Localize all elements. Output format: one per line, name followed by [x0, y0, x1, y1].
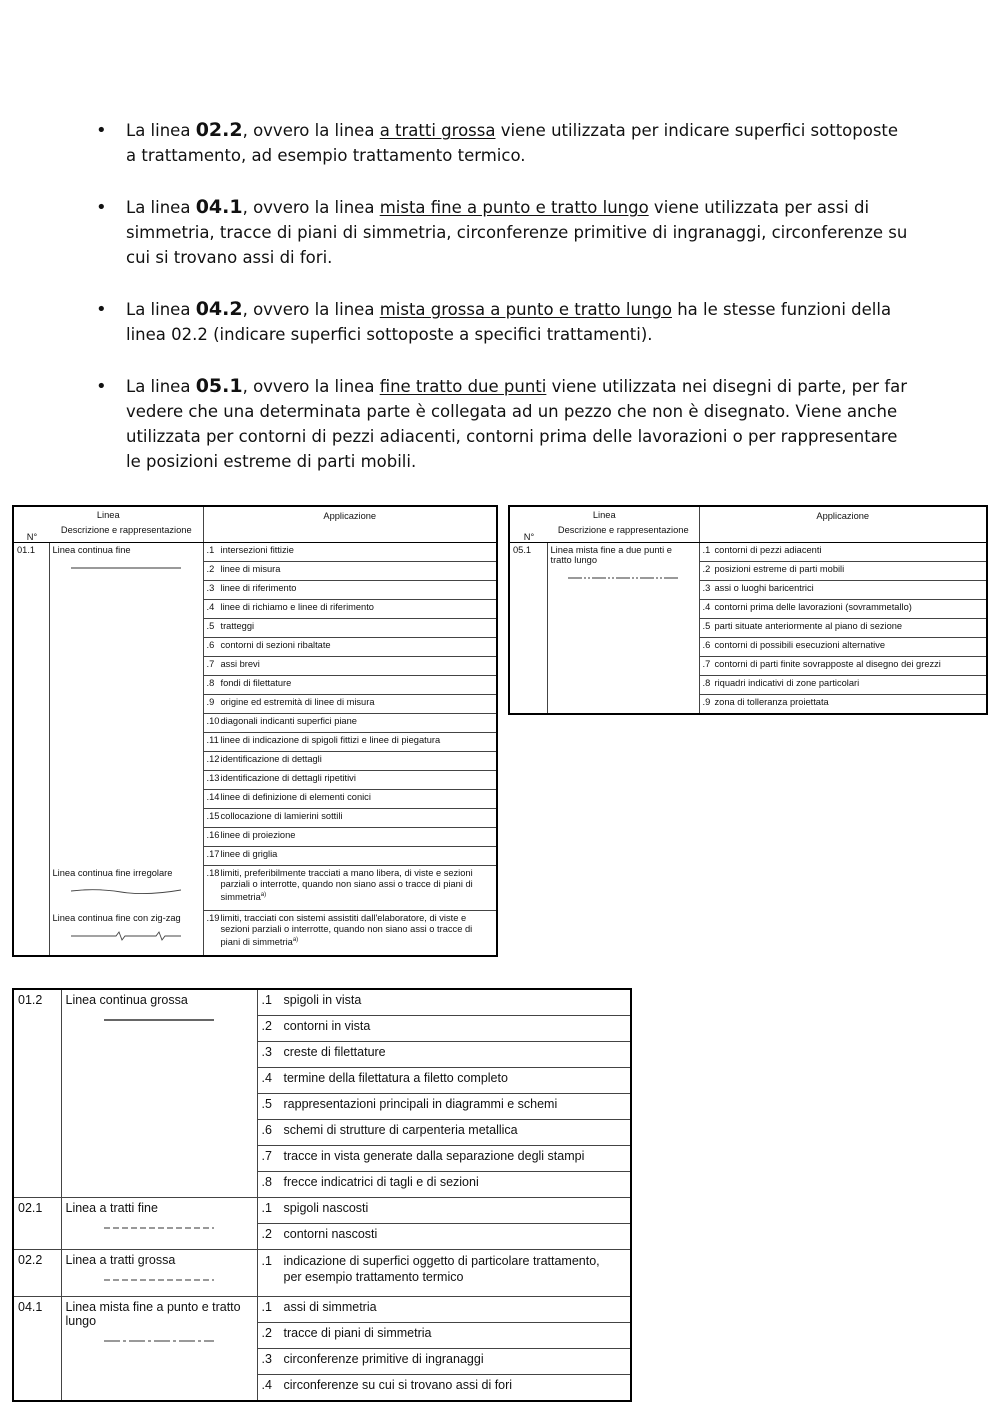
application-code: .12 [206, 754, 220, 764]
header-applicazione: Applicazione [699, 506, 987, 543]
application-code: .1 [261, 1300, 272, 1314]
application-cell [203, 809, 497, 828]
application-text: linee di indicazione di spigoli fittizi e linee di piegatura [220, 735, 441, 745]
application-text: zona di tolleranza proiettata [714, 697, 829, 707]
line-sample-icon [53, 931, 200, 941]
application-text: linee di definizione di elementi conici [220, 792, 371, 802]
application-text: tracce di piani di simmetria [283, 1326, 432, 1340]
application-code: .1 [261, 993, 272, 1007]
application-code: .15 [206, 811, 220, 821]
line-number: 04.1 [13, 1297, 61, 1402]
footnote-mark: a) [292, 937, 299, 943]
application-cell [257, 1094, 631, 1120]
application-text: frecce indicatrici di tagli e di sezioni [283, 1175, 479, 1189]
application-cell [699, 676, 987, 695]
application-code: .9 [702, 697, 711, 707]
application-text: riquadri indicativi di zone particolari [714, 678, 860, 688]
application-text: tracce in vista generate dalla separazione degli stampi [283, 1149, 585, 1163]
application-cell [203, 752, 497, 771]
footnote-mark: a) [260, 892, 267, 898]
application-cell [257, 1068, 631, 1094]
line-table-continued [12, 988, 632, 1402]
application-cell [257, 1042, 631, 1068]
application-cell [257, 1297, 631, 1323]
application-cell [203, 828, 497, 847]
application-text: assi di simmetria [283, 1300, 377, 1314]
application-cell [257, 1120, 631, 1146]
table-row [13, 1250, 631, 1297]
line-term: mista fine a punto e tratto lungo [379, 198, 649, 217]
application-text: indicazione di superfici oggetto di particolare trattamento, per esempio trattamento termico [283, 1254, 600, 1284]
line-description [61, 1250, 257, 1297]
application-code: .5 [702, 621, 711, 631]
line-description-text: Linea continua fine [52, 545, 131, 555]
line-sample-icon [551, 573, 696, 583]
application-cell [203, 771, 497, 790]
bullet-item: • La linea 04.2, ovvero la linea mista grossa a punto e tratto lungo ha le stesse funzioni della linea 02.2 (indicare superfici sottoposte a specifici trattamenti). [90, 297, 910, 347]
line-code: 05.1 [195, 375, 243, 397]
application-code: .13 [206, 773, 220, 783]
application-text: contorni di parti finite sovrapposte al disegno dei grezzi [714, 659, 941, 669]
header-applicazione: Applicazione [203, 506, 497, 543]
header-linea: Linea [96, 510, 120, 520]
line-description-text: Linea continua fine irregolare [52, 867, 173, 878]
application-text: schemi di strutture di carpenteria metallica [283, 1123, 518, 1137]
line-number: 02.2 [13, 1250, 61, 1297]
application-cell [699, 581, 987, 600]
application-code: .2 [206, 564, 215, 574]
table-row [13, 1198, 631, 1224]
line-term: mista grossa a punto e tratto lungo [379, 300, 672, 319]
application-code: .3 [261, 1352, 272, 1366]
application-text: spigoli in vista [283, 993, 362, 1007]
application-text: origine ed estremità di linee di misura [220, 697, 375, 707]
application-cell [257, 1323, 631, 1349]
application-cell [257, 1016, 631, 1042]
line-sample-icon [66, 1336, 253, 1346]
application-text: creste di filettature [283, 1045, 386, 1059]
application-code: .17 [206, 849, 220, 859]
line-sample-icon [66, 1015, 253, 1025]
application-text: contorni prima delle lavorazioni (sovrammetallo) [714, 602, 912, 612]
application-text: linee di griglia [220, 849, 278, 859]
application-cell [699, 600, 987, 619]
table-row [13, 1297, 631, 1323]
line-term: a tratti grossa [379, 121, 496, 140]
application-text: spigoli nascosti [283, 1201, 369, 1215]
line-description-text: Linea a tratti fine [65, 1201, 158, 1215]
application-text: posizioni estreme di parti mobili [714, 564, 845, 574]
application-cell [203, 562, 497, 581]
application-cell [699, 695, 987, 715]
bullet-list [90, 118, 910, 501]
application-code: .3 [702, 583, 711, 593]
application-text: identificazione di dettagli [220, 754, 322, 764]
line-sample-icon [66, 1223, 253, 1233]
line-number: 05.1 [509, 543, 547, 715]
application-text: limiti, tracciati con sistemi assistiti dall'elaboratore, di viste e sezioni parziali o interrotte, quando non siano assi o tracce di piani di simmetria$^{a)}$ [220, 913, 473, 948]
application-text: intersezioni fittizie [220, 545, 294, 555]
application-text: contorni di possibili esecuzioni alternative [714, 640, 886, 650]
application-text: limiti, preferibilmente tracciati a mano libera, di viste e sezioni parziali o interrotte, quando non siano assi o tracce di piani di simmetria$^{a)}$ [220, 868, 473, 903]
application-text: circonferenze su cui si trovano assi di fori [283, 1378, 513, 1392]
application-text: collocazione di lamierini sottili [220, 811, 343, 821]
application-code: .19 [206, 913, 220, 923]
application-cell [203, 543, 497, 562]
line-description [49, 911, 203, 957]
line-description [61, 989, 257, 1198]
header-num: N° [523, 532, 535, 542]
application-cell [699, 619, 987, 638]
line-description [49, 866, 203, 911]
application-code: .8 [261, 1175, 272, 1189]
application-cell [203, 619, 497, 638]
line-code: 04.2 [195, 298, 243, 320]
application-code: .5 [261, 1097, 272, 1111]
line-table-05-1 [508, 505, 988, 715]
bullet-item: • La linea 04.1, ovvero la linea mista fine a punto e tratto lungo viene utilizzata per assi di simmetria, tracce di piani di simmetria, circonferenze primitive di ingranaggi, circonferenze su cui si trovano assi di fori. [90, 195, 910, 270]
line-description-text: Linea continua fine con zig-zag [52, 912, 181, 923]
application-code: .16 [206, 830, 220, 840]
line-term: fine tratto due punti [379, 377, 547, 396]
application-cell [203, 695, 497, 714]
header-linea: Linea [592, 510, 616, 520]
line-number: 01.2 [13, 989, 61, 1198]
line-description-text: Linea a tratti grossa [65, 1253, 176, 1267]
application-cell [257, 1224, 631, 1250]
line-sample-icon [53, 563, 200, 573]
application-cell [699, 543, 987, 562]
application-code: .1 [261, 1254, 272, 1268]
application-cell [203, 638, 497, 657]
application-code: .10 [206, 716, 220, 726]
line-description [61, 1198, 257, 1250]
application-cell [203, 790, 497, 809]
application-cell [699, 638, 987, 657]
table-row [13, 866, 497, 911]
application-code: .1 [702, 545, 711, 555]
application-text: assi brevi [220, 659, 260, 669]
application-code: .4 [702, 602, 711, 612]
application-code: .7 [206, 659, 215, 669]
bullet-item: • La linea 05.1, ovvero la linea fine tratto due punti viene utilizzata nei disegni di parte, per far vedere che una determinata parte è collegata ad un pezzo che non è disegnato. Viene anche utilizzata per contorni di pezzi adiacenti, contorni prima delle lavorazioni o per rappresentare le posizioni estreme di parti mobili. [90, 374, 910, 474]
header-desc: Descrizione e rappresentazione [557, 525, 689, 535]
application-text: linee di richiamo e linee di riferimento [220, 602, 374, 612]
application-cell [257, 1198, 631, 1224]
application-code: .3 [261, 1045, 272, 1059]
application-text: circonferenze primitive di ingranaggi [283, 1352, 484, 1366]
application-cell [203, 911, 497, 957]
application-code: .4 [261, 1071, 272, 1085]
application-code: .8 [206, 678, 215, 688]
application-code: .4 [261, 1378, 272, 1392]
application-code: .11 [206, 735, 219, 745]
application-cell [257, 1172, 631, 1198]
application-text: contorni nascosti [283, 1227, 378, 1241]
application-cell [257, 1349, 631, 1375]
application-cell [203, 714, 497, 733]
application-code: .2 [261, 1326, 272, 1340]
application-cell [203, 676, 497, 695]
header-num: N° [26, 532, 38, 542]
line-description-text: Linea mista fine a punto e tratto lungo [65, 1300, 241, 1328]
application-cell [257, 1250, 631, 1297]
table-row [13, 543, 497, 562]
application-text: contorni in vista [283, 1019, 371, 1033]
application-code: .9 [206, 697, 215, 707]
application-text: tratteggi [220, 621, 255, 631]
line-number: 01.1 [13, 543, 49, 866]
application-text: parti situate anteriormente al piano di sezione [714, 621, 903, 631]
application-code: .6 [206, 640, 215, 650]
line-code: 02.2 [195, 119, 243, 141]
application-code: .3 [206, 583, 215, 593]
application-text: linee di proiezione [220, 830, 296, 840]
application-text: contorni di pezzi adiacenti [714, 545, 822, 555]
application-cell [203, 600, 497, 619]
application-cell [203, 657, 497, 676]
application-code: .2 [261, 1227, 272, 1241]
line-sample-icon [66, 1275, 253, 1285]
application-text: assi o luoghi baricentrici [714, 583, 814, 593]
table-row [13, 989, 631, 1016]
line-code: 04.1 [195, 196, 243, 218]
application-cell [203, 847, 497, 866]
application-text: diagonali indicanti superfici piane [220, 716, 357, 726]
application-code: .6 [702, 640, 711, 650]
application-code: .5 [206, 621, 215, 631]
application-cell [203, 733, 497, 752]
table-row [509, 543, 987, 562]
bullet-item: • La linea 02.2, ovvero la linea a tratti grossa viene utilizzata per indicare superfici sottoposte a trattamento, ad esempio trattamento termico. [90, 118, 910, 168]
application-code: .1 [206, 545, 215, 555]
application-code: .2 [261, 1019, 272, 1033]
application-code: .1 [261, 1201, 272, 1215]
application-cell [699, 562, 987, 581]
line-description [61, 1297, 257, 1402]
application-code: .7 [261, 1149, 272, 1163]
table-row [13, 911, 497, 957]
application-text: rappresentazioni principali in diagrammi e schemi [283, 1097, 558, 1111]
header-desc: Descrizione e rappresentazione [60, 525, 192, 535]
application-cell [203, 866, 497, 911]
application-text: identificazione di dettagli ripetitivi [220, 773, 356, 783]
application-text: termine della filettatura a filetto completo [283, 1071, 508, 1085]
line-description [547, 543, 699, 715]
line-sample-icon [53, 886, 200, 896]
application-cell [257, 989, 631, 1016]
line-number [13, 866, 49, 911]
application-cell [257, 1146, 631, 1172]
application-cell [203, 581, 497, 600]
application-code: .6 [261, 1123, 272, 1137]
line-number [13, 911, 49, 957]
application-text: contorni di sezioni ribaltate [220, 640, 331, 650]
line-description-text: Linea continua grossa [65, 993, 188, 1007]
application-text: linee di riferimento [220, 583, 297, 593]
application-code: .18 [206, 868, 220, 878]
application-cell [699, 657, 987, 676]
application-text: linee di misura [220, 564, 281, 574]
application-code: .4 [206, 602, 215, 612]
line-description [49, 543, 203, 866]
line-description-text: Linea mista fine a due punti e tratto lungo [550, 545, 672, 565]
application-cell [257, 1375, 631, 1402]
application-code: .14 [206, 792, 220, 802]
line-table-01-1 [12, 505, 498, 957]
application-code: .8 [702, 678, 711, 688]
application-code: .2 [702, 564, 711, 574]
line-number: 02.1 [13, 1198, 61, 1250]
application-code: .7 [702, 659, 711, 669]
application-text: fondi di filettature [220, 678, 292, 688]
